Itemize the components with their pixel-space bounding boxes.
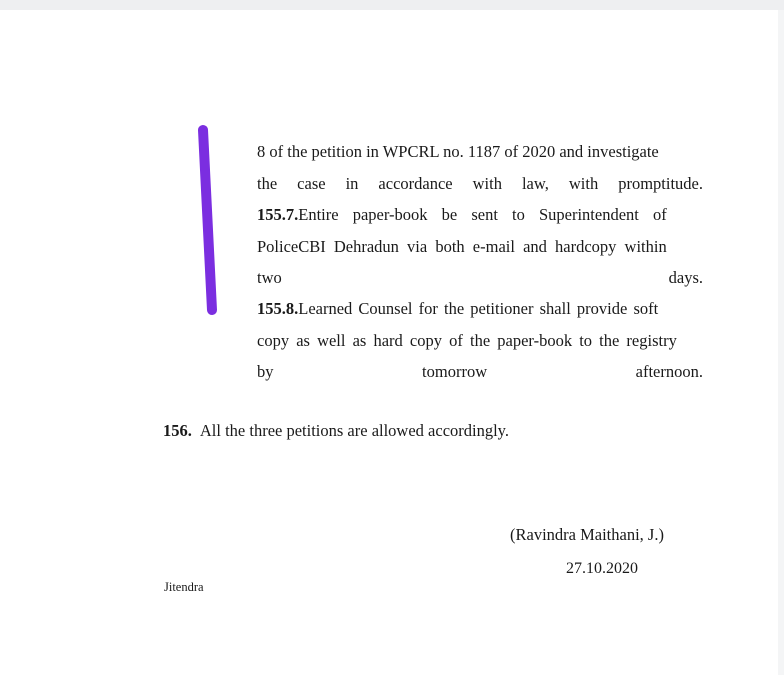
purple-highlight-marker xyxy=(197,124,221,316)
paragraph-156 xyxy=(163,421,509,441)
paragraph-line xyxy=(257,293,703,325)
viewer-top-bar xyxy=(0,0,784,10)
paragraph-line-text: PoliceCBI Dehradun via both e-mail and hardcopy within xyxy=(257,236,667,256)
paragraph-line xyxy=(257,325,703,357)
paragraph-line-text: copy as well as hard copy of the paper-book to the registry xyxy=(257,330,677,350)
paragraph-text: All the three petitions are allowed accordingly. xyxy=(199,421,509,440)
paragraph-line-text: Learned Counsel for the petitioner shall provide soft xyxy=(298,299,659,318)
paragraph-line-text: the case in accordance with law, with promptitude. xyxy=(257,173,703,193)
paragraph-line xyxy=(257,356,703,388)
paragraph-155-7 xyxy=(257,199,703,294)
paragraph-line-text: Entire paper-book be sent to Superintendent of xyxy=(298,205,667,224)
judge-signature: (Ravindra Maithani, J.) xyxy=(510,525,664,544)
paragraph-line xyxy=(257,231,703,263)
paragraph-number: 156. xyxy=(163,421,192,440)
paragraph-number: 155.8. xyxy=(257,299,299,318)
paragraph-line xyxy=(257,168,703,200)
paragraph-line xyxy=(257,199,703,231)
viewer-right-edge xyxy=(778,10,784,675)
judgment-date: 27.10.2020 xyxy=(566,560,638,577)
paragraph-line xyxy=(257,262,703,294)
paragraph-line xyxy=(257,136,703,168)
paragraph-continuation xyxy=(257,136,703,199)
paragraph-line-text: by tomorrow afternoon. xyxy=(257,362,703,381)
paragraph-line-text: 8 of the petition in WPCRL no. 1187 of 2020 and investigate xyxy=(257,142,659,161)
typist-initials: Jitendra xyxy=(164,580,204,594)
paragraph-155-8 xyxy=(257,293,703,388)
paragraph-number: 155.7. xyxy=(257,205,299,224)
paragraph-line-text: two days. xyxy=(257,268,703,287)
